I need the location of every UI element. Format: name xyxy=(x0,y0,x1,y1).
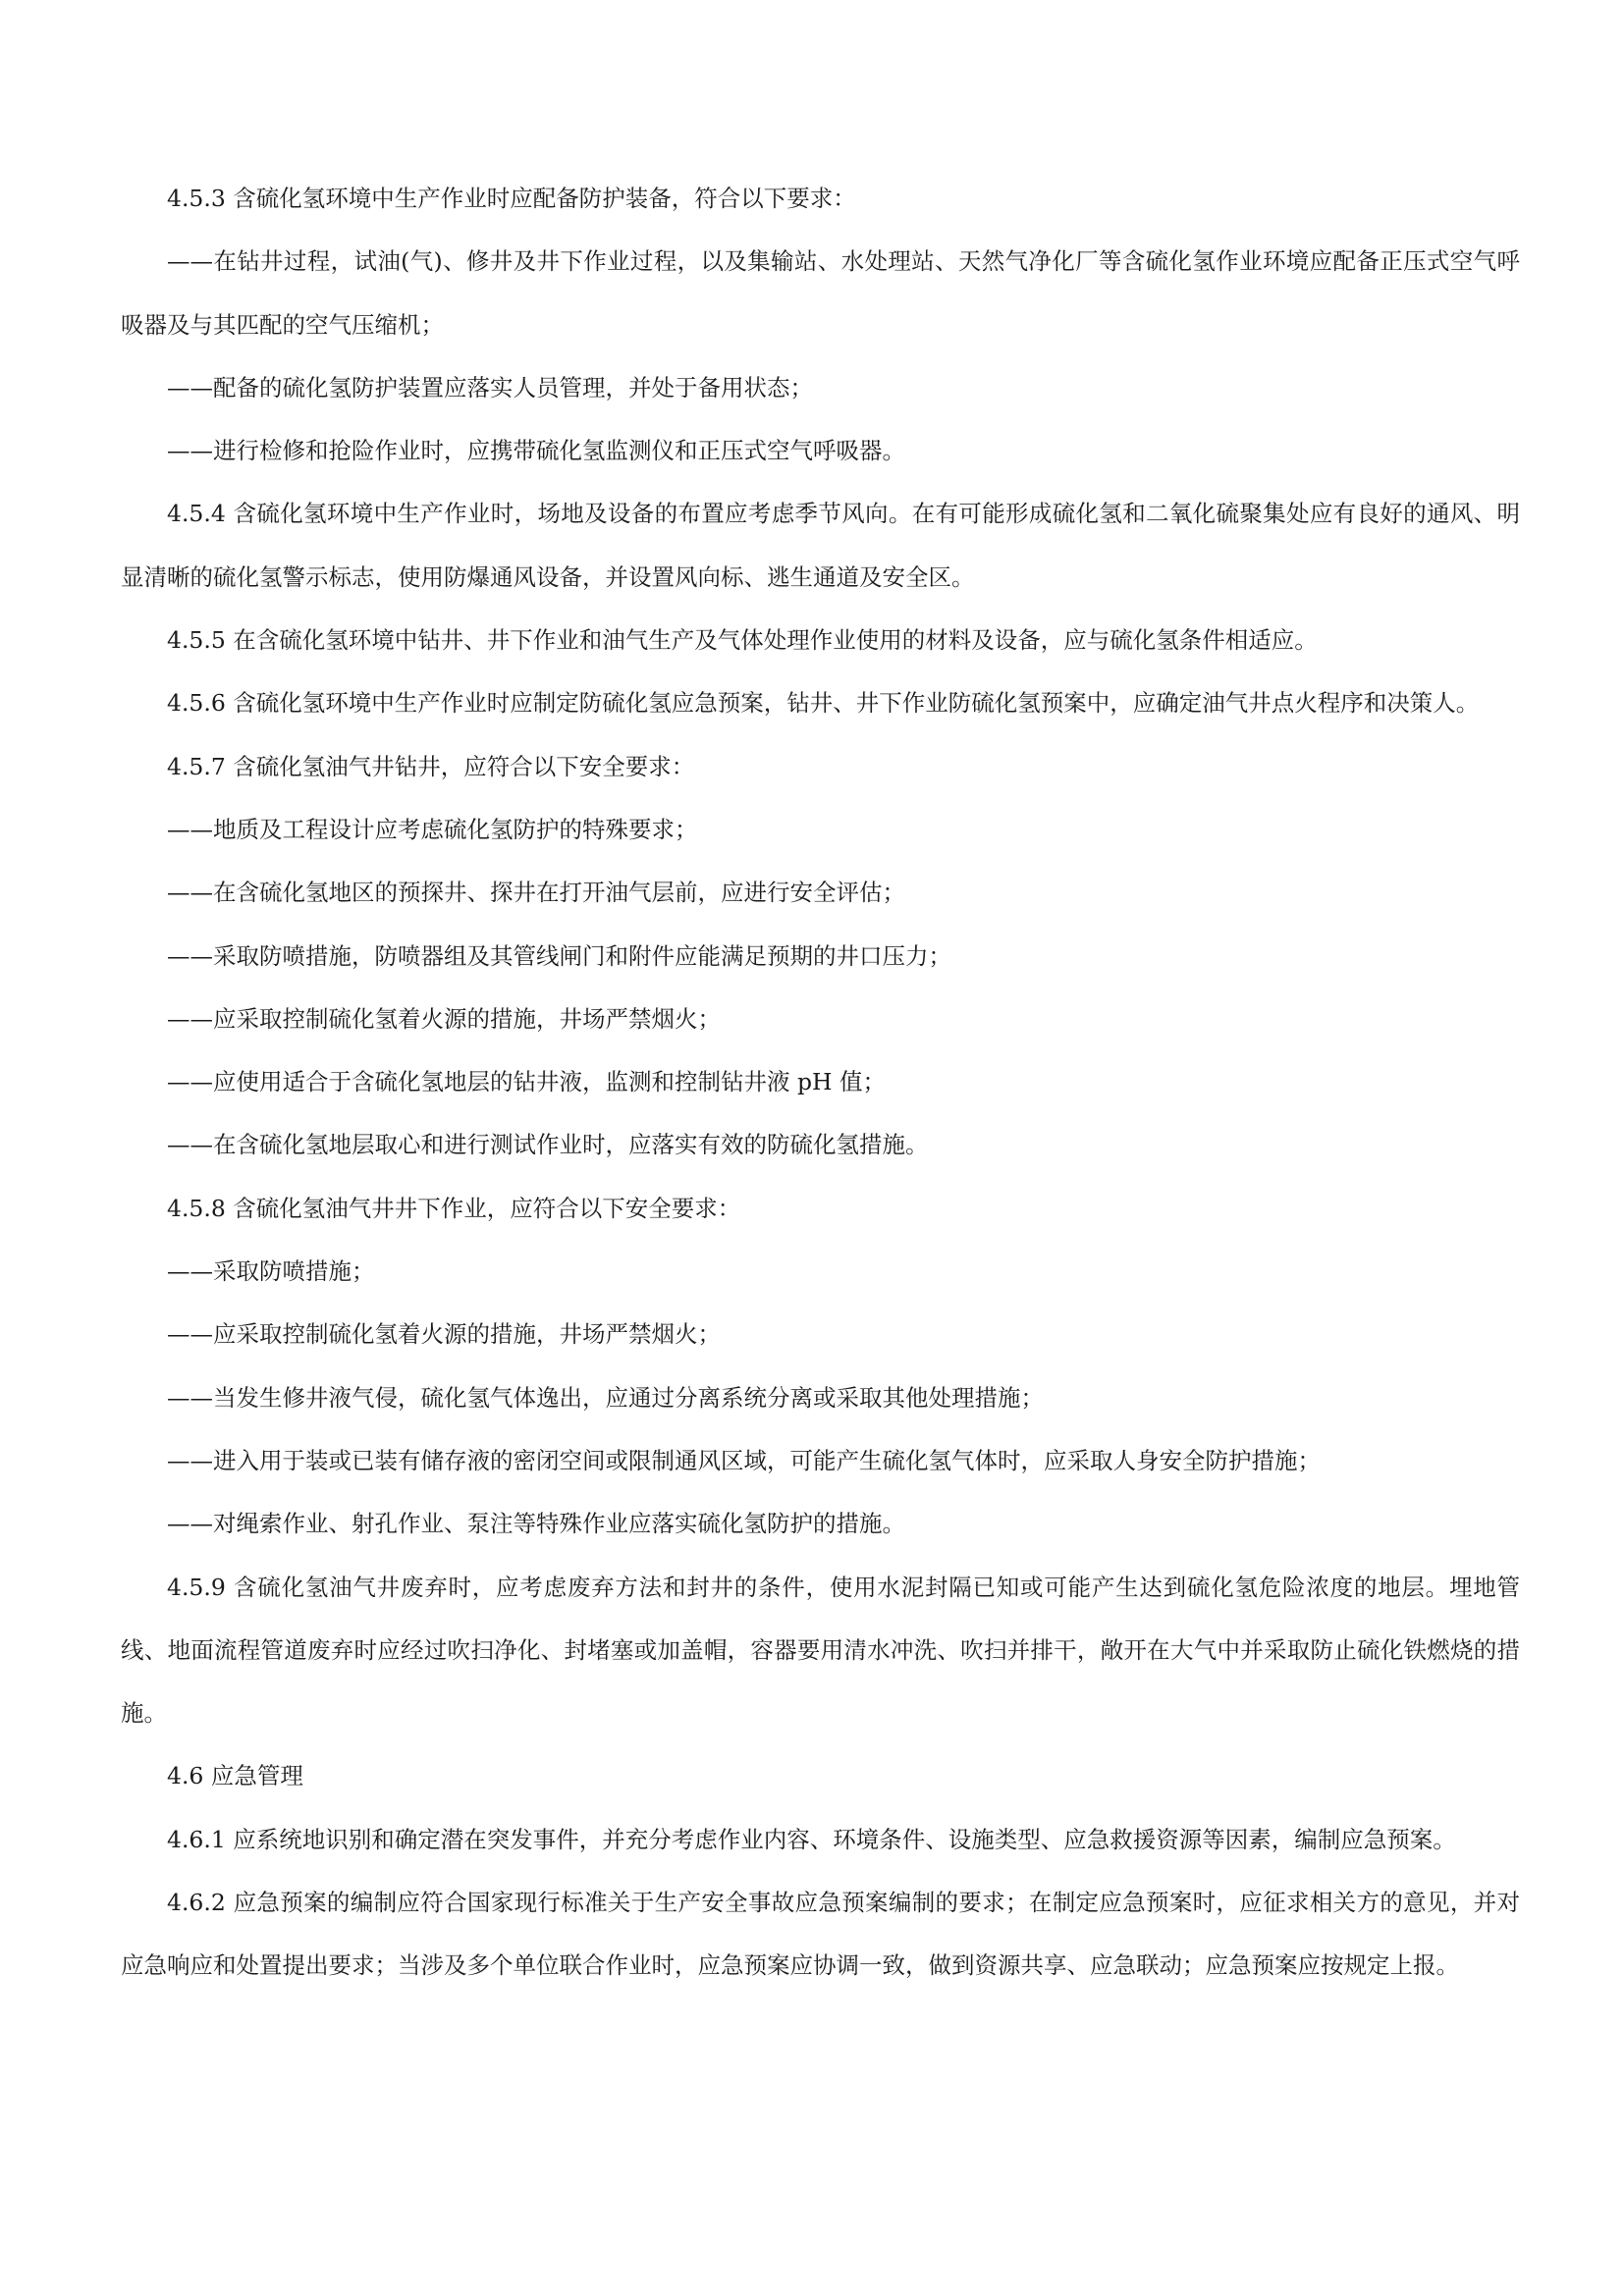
list-item: ——应使用适合于含硫化氢地层的钻井液，监测和控制钻井液 pH 值； xyxy=(167,1068,886,1096)
clause-4-5-4: 4.5.4 含硫化氢环境中生产作业时，场地及设备的布置应考虑季节风向。在有可能形成硫化氢和二氧化硫聚集处应有良好的通风、明显清晰的硫化氢警示标志，使用防爆通风设备，并设置风向标、逃生通道及安全区。 xyxy=(121,500,1520,591)
list-item: ——在含硫化氢地区的预探井、探井在打开油气层前，应进行安全评估； xyxy=(167,879,905,907)
clause-4-6-1: 4.6.1 应系统地识别和确定潜在突发事件，并充分考虑作业内容、环境条件、设施类型、应急救援资源等因素，编制应急预案。 xyxy=(167,1825,1456,1853)
document-page xyxy=(121,167,1520,1998)
clause-4-5-6: 4.5.6 含硫化氢环境中生产作业时应制定防硫化氢应急预案，钻井、井下作业防硫化氢预案中，应确定油气井点火程序和决策人。 xyxy=(167,689,1480,718)
clause-4-6-2: 4.6.2 应急预案的编制应符合国家现行标准关于生产安全事故应急预案编制的要求；在制定应急预案时，应征求相关方的意见，并对应急响应和处置提出要求；当涉及多个单位联合作业时，应急预案应协调一致，做到资源共享、应急联动；应急预案应按规定上报。 xyxy=(121,1889,1520,1980)
list-item: ——应采取控制硫化氢着火源的措施，井场严禁烟火； xyxy=(167,1004,721,1033)
list-item: ——在含硫化氢地层取心和进行测试作业时，应落实有效的防硫化氢措施。 xyxy=(167,1131,929,1159)
list-item: ——应采取控制硫化氢着火源的措施，井场严禁烟火； xyxy=(167,1320,721,1349)
list-item: ——进入用于装或已装有储存液的密闭空间或限制通风区域，可能产生硫化氢气体时，应采取人身安全防护措施； xyxy=(167,1446,1321,1474)
list-item: ——采取防喷措施，防喷器组及其管线闸门和附件应能满足预期的井口压力； xyxy=(167,941,951,970)
list-item: ——配备的硫化氢防护装置应落实人员管理，并处于备用状态； xyxy=(167,373,813,401)
clause-4-5-7: 4.5.7 含硫化氢油气井钻井，应符合以下安全要求： xyxy=(167,752,695,780)
section-heading-4-6: 4.6 应急管理 xyxy=(167,1762,303,1790)
clause-4-5-5: 4.5.5 在含硫化氢环境中钻井、井下作业和油气生产及气体处理作业使用的材料及设备，应与硫化氢条件相适应。 xyxy=(167,626,1318,655)
list-item: ——在钻井过程，试油(气)、修井及井下作业过程，以及集输站、水处理站、天然气净化厂等含硫化氢作业环境应配备正压式空气呼吸器及与其匹配的空气压缩机； xyxy=(121,247,1520,339)
list-item: ——进行检修和抢险作业时，应携带硫化氢监测仪和正压式空气呼吸器。 xyxy=(167,437,905,465)
list-item: ——当发生修井液气侵，硫化氢气体逸出，应通过分离系统分离或采取其他处理措施； xyxy=(167,1383,1044,1412)
list-item: ——采取防喷措施； xyxy=(167,1257,375,1286)
list-item: ——对绳索作业、射孔作业、泵注等特殊作业应落实硫化氢防护的措施。 xyxy=(167,1510,905,1538)
list-item: ——地质及工程设计应考虑硫化氢防护的特殊要求； xyxy=(167,815,698,843)
clause-4-5-9: 4.5.9 含硫化氢油气井废弃时，应考虑废弃方法和封井的条件，使用水泥封隔已知或可能产生达到硫化氢危险浓度的地层。埋地管线、地面流程管道废弃时应经过吹扫净化、封堵塞或加盖帽，容器要用清水冲洗、吹扫并排干，敞开在大气中并采取防止硫化铁燃烧的措施。 xyxy=(121,1573,1520,1728)
clause-4-5-8: 4.5.8 含硫化氢油气井井下作业，应符合以下安全要求： xyxy=(167,1194,741,1222)
clause-4-5-3: 4.5.3 含硫化氢环境中生产作业时应配备防护装备，符合以下要求： xyxy=(167,185,856,212)
